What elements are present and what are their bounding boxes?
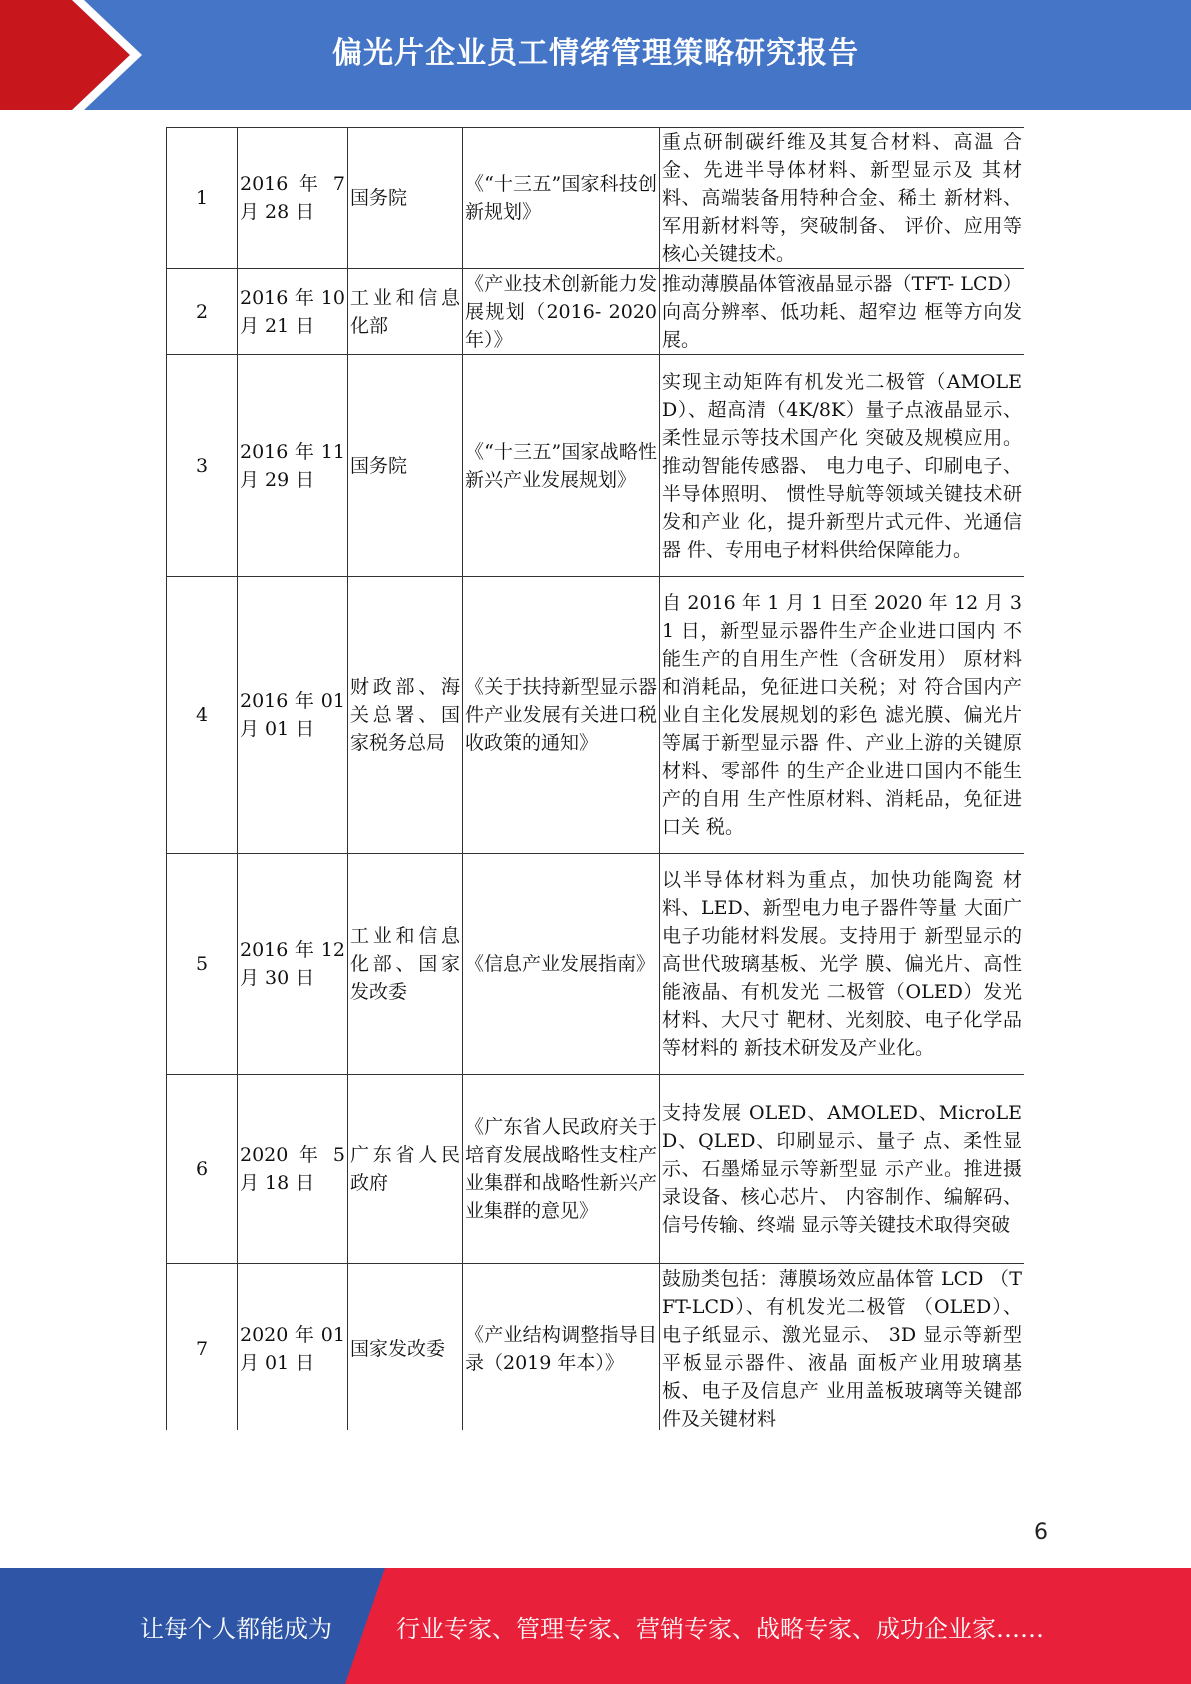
row-document: 《“十三五”国家科技创新规划》 [463,128,660,269]
row-number: 2 [167,269,238,355]
row-document: 《信息产业发展指南》 [463,854,660,1075]
row-department: 广东省人民政府 [348,1075,463,1264]
row-number: 3 [167,355,238,577]
row-date: 2016 年 01 月 01 日 [238,577,348,854]
row-content: 推动薄膜晶体管液晶显示器（TFT- LCD）向高分辨率、低功耗、超窄边 框等方向发展。 [660,269,1025,355]
row-content: 鼓励类包括：薄膜场效应晶体管 LCD （TFT-LCD）、有机发光二极管 （OLED）、电子纸显示、激光显示、 3D 显示等新型平板显示器件、液晶 面板产业用玻璃基板、电子及信息产 业用盖板玻璃等关键部件及关键材料 [660,1264,1025,1431]
row-document: 《产业结构调整指导目录（2019 年本）》 [463,1264,660,1431]
table-row [167,269,1025,355]
row-department: 国务院 [348,128,463,269]
table-row [167,128,1025,269]
table-row [167,1075,1025,1264]
row-date: 2020 年 01 月 01 日 [238,1264,348,1431]
row-document: 《关于扶持新型显示器件产业发展有关进口税收政策的通知》 [463,577,660,854]
row-department: 工业和信息化部 [348,269,463,355]
footer-slogan-right: 行业专家、管理专家、营销专家、战略专家、成功企业家…… [396,1614,1044,1643]
row-content: 以半导体材料为重点，加快功能陶瓷 材料、LED、新型电力电子器件等量 大面广电子功能材料发展。支持用于 新型显示的高世代玻璃基板、光学 膜、偏光片、高性能液晶、有机发光 二极管（OLED）发光材料、大尺寸 靶材、光刻胶、电子化学品等材料的 新技术研发及产业化。 [660,854,1025,1075]
row-content: 重点研制碳纤维及其复合材料、高温 合金、先进半导体材料、新型显示及 其材料、高端装备用特种合金、稀土 新材料、军用新材料等，突破制备、 评价、应用等核心关键技术。 [660,128,1025,269]
page-footer [0,1568,1191,1684]
policy-table-container [166,127,1024,1430]
row-document: 《“十三五”国家战略性新兴产业发展规划》 [463,355,660,577]
row-number: 6 [167,1075,238,1264]
table-row [167,577,1025,854]
row-date: 2020 年 5 月 18 日 [238,1075,348,1264]
row-document: 《广东省人民政府关于培育发展战略性支柱产业集群和战略性新兴产业集群的意见》 [463,1075,660,1264]
row-department: 工业和信息化部、国家发改委 [348,854,463,1075]
page-title: 偏光片企业员工情绪管理策略研究报告 [332,36,859,71]
row-date: 2016 年 7 月 28 日 [238,128,348,269]
row-number: 4 [167,577,238,854]
row-number: 5 [167,854,238,1075]
row-content: 实现主动矩阵有机发光二极管（AMOLED）、超高清（4K/8K）量子点液晶显示、柔性显示等技术国产化 突破及规模应用。推动智能传感器、 电力电子、印刷电子、半导体照明、 惯性导航等领域关键技术研发和产业 化，提升新型片式元件、光通信器 件、专用电子材料供给保障能力。 [660,355,1025,577]
table-row [167,355,1025,577]
row-department: 财政部、海关总署、国家税务总局 [348,577,463,854]
policy-table [166,127,1024,1430]
page-header [0,0,1191,110]
row-content: 自 2016 年 1 月 1 日至 2020 年 12 月 31 日，新型显示器件生产企业进口国内 不能生产的自用生产性（含研发用） 原材料和消耗品，免征进口关税；对 符合国内产业自主化发展规划的彩色 滤光膜、偏光片等属于新型显示器 件、产业上游的关键原材料、零部件 的生产企业进口国内不能生产的自用 生产性原材料、消耗品，免征进口关 税。 [660,577,1025,854]
row-department: 国务院 [348,355,463,577]
row-document: 《产业技术创新能力发展规划（2016- 2020 年）》 [463,269,660,355]
row-content: 支持发展 OLED、AMOLED、MicroLED、QLED、印刷显示、量子 点、柔性显示、石墨烯显示等新型显 示产业。推进摄录设备、核心芯片、 内容制作、编解码、信号传输、终端 显示等关键技术取得突破 [660,1075,1025,1264]
page-number: 6 [1034,1520,1048,1545]
footer-slogan-left: 让每个人都能成为 [140,1614,332,1643]
table-row [167,854,1025,1075]
row-department: 国家发改委 [348,1264,463,1431]
row-number: 7 [167,1264,238,1431]
row-number: 1 [167,128,238,269]
row-date: 2016 年 11 月 29 日 [238,355,348,577]
row-date: 2016 年 10 月 21 日 [238,269,348,355]
table-row [167,1264,1025,1431]
row-date: 2016 年 12 月 30 日 [238,854,348,1075]
